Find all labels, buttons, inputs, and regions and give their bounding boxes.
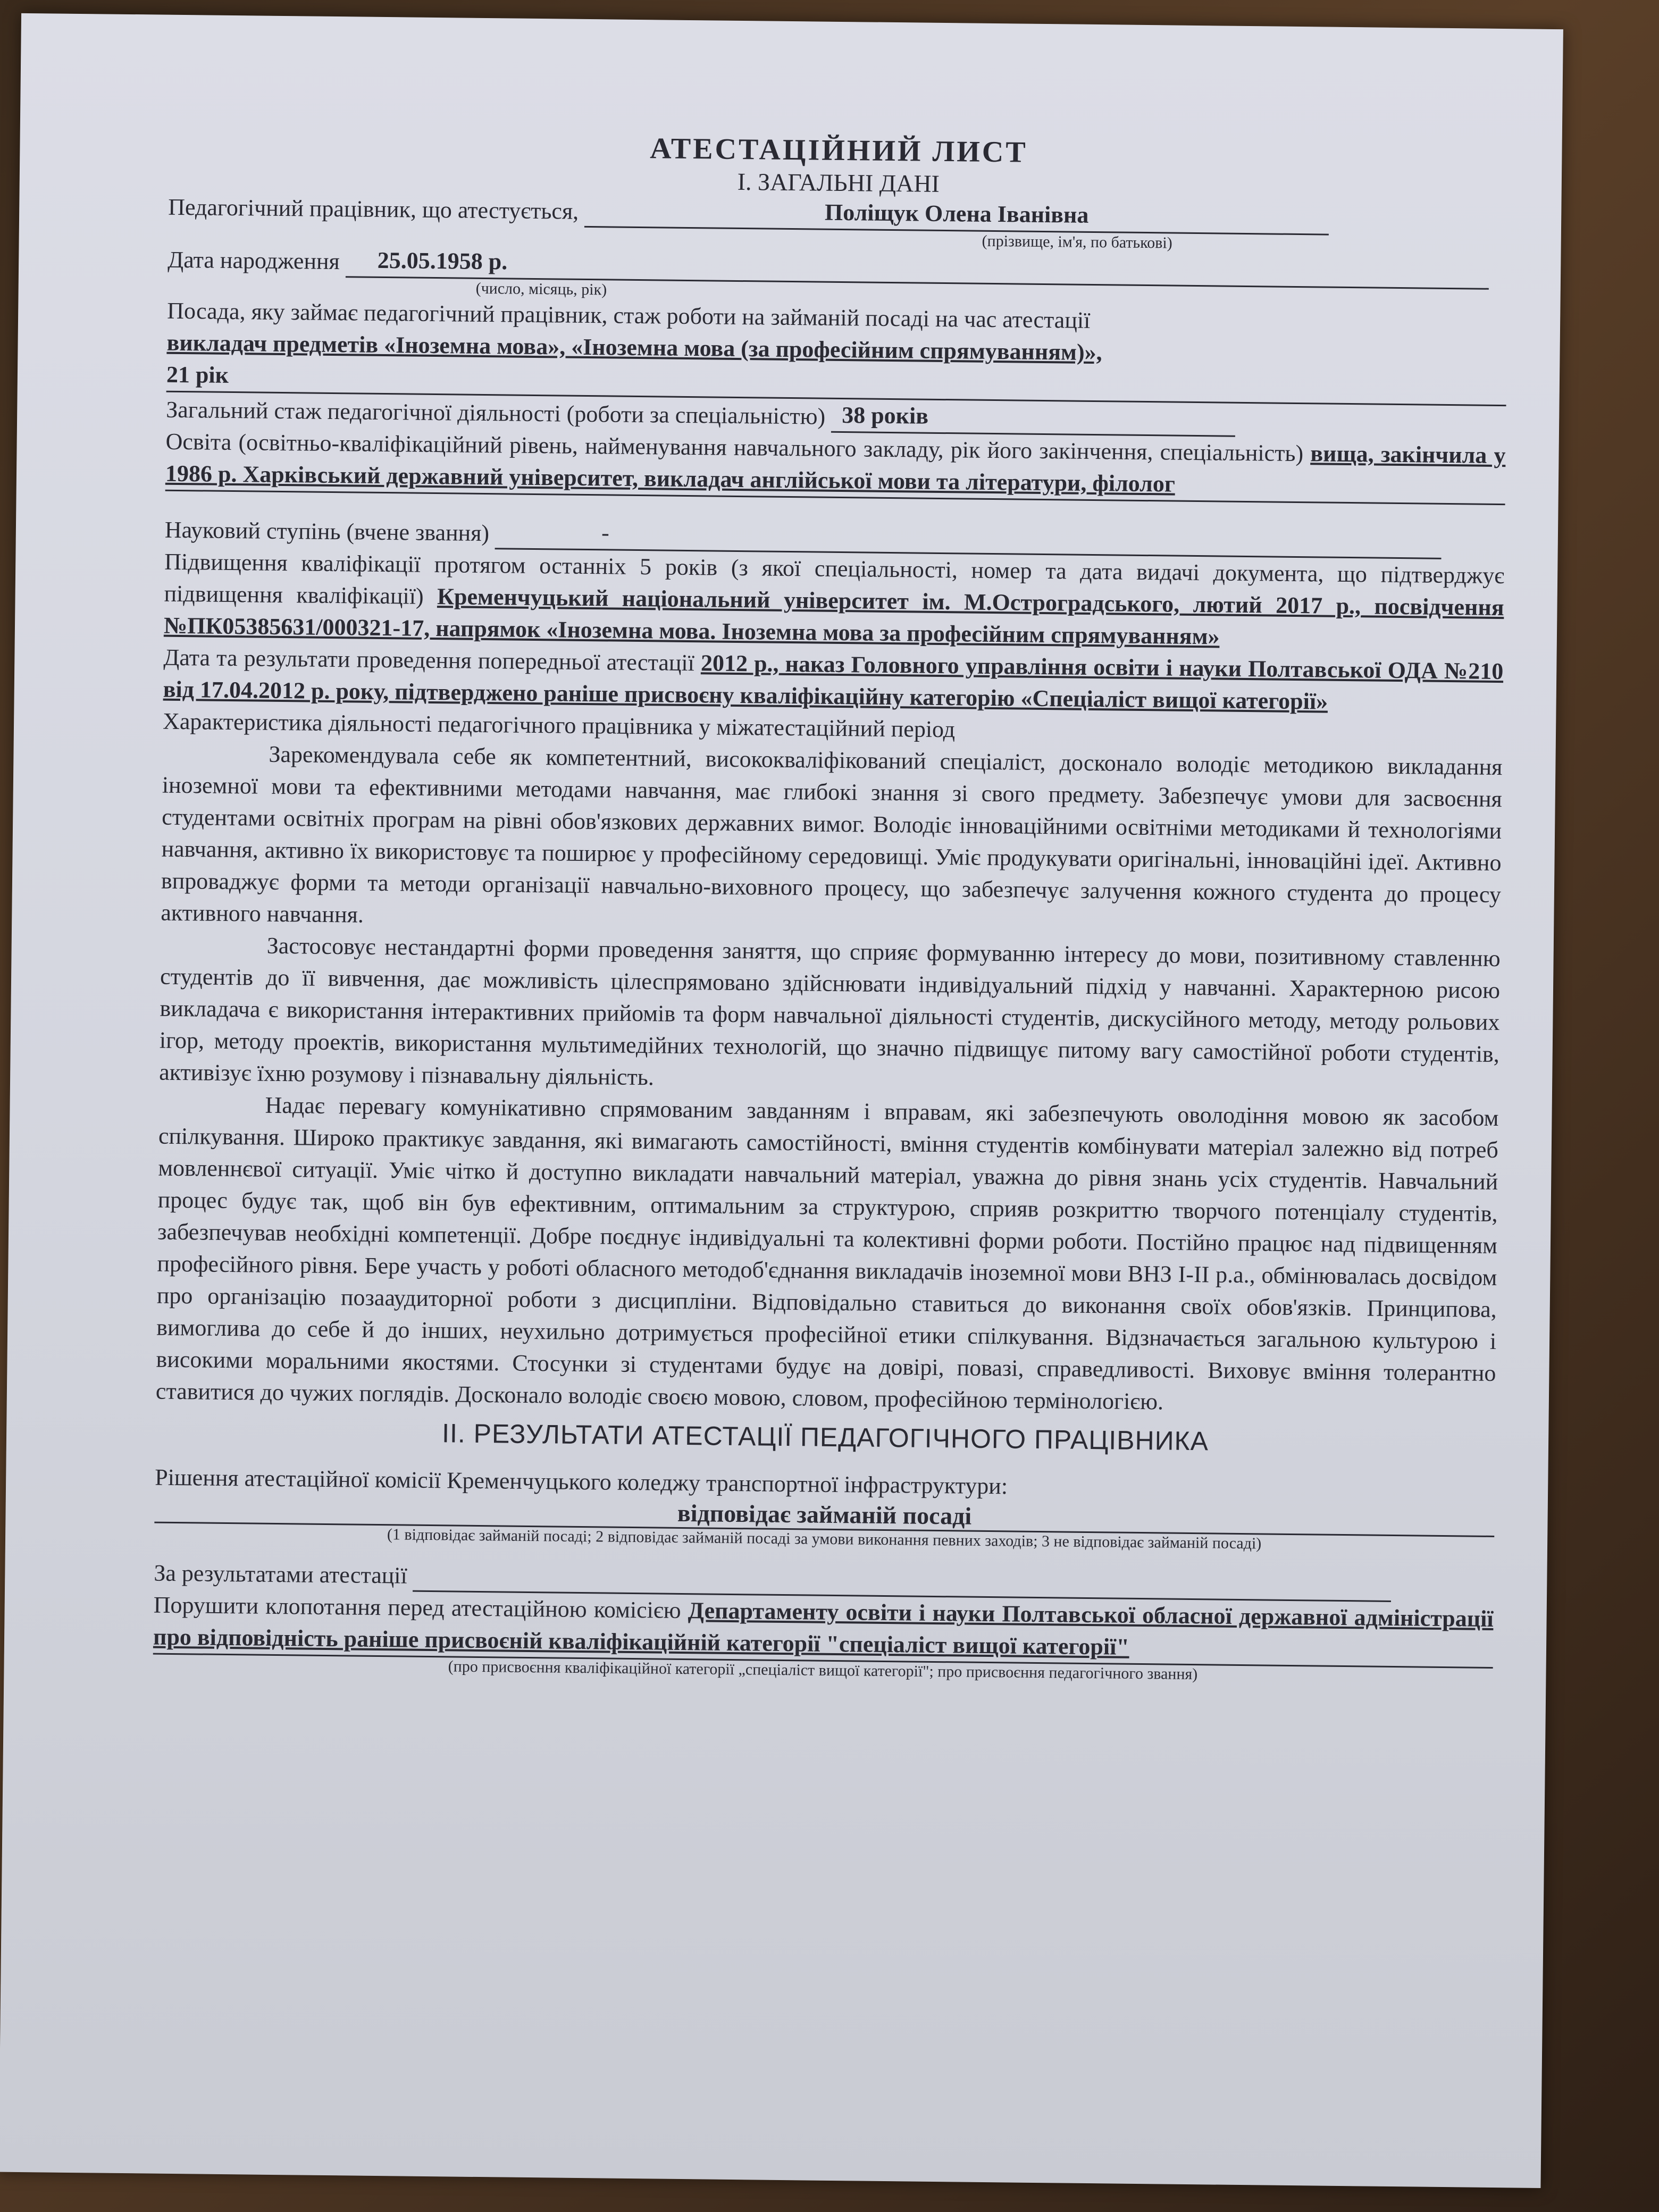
position-value: викладач предметів «Іноземна мова», «Іноземна мова (за професійним спрямуванням)», xyxy=(166,329,1102,366)
worker-hint: (прізвище, ім'я, по батькові) xyxy=(982,232,1172,252)
birth-label: Дата народження xyxy=(167,246,340,275)
document-title: АТЕСТАЦІЙНИЙ ЛИСТ xyxy=(649,132,1028,169)
characteristic-paragraph-1: Зарекомендувала себе як компетентний, висококваліфікований спеціаліст, досконало володіє методикою викладання іноземної мови та ефективними методами навчання, має глибокі знання зі свого предмету. Забезпечує умови для засвоєння студентами освітніх програм на рівні обов'язкових державних вимог. Володіє інноваційними освітніми методиками й технологіями навчання, активно їх використовує та поширює у професійному середовищі. Уміє продукувати оригінальні, інноваційні ідеї. Активно впроваджує форми та методи організації навчально-виховного процесу, що забезпечує залучення кожного студента до процесу активного навчання. xyxy=(161,741,1503,928)
experience-field xyxy=(831,399,1236,437)
birth-hint: (число, місяць, рік) xyxy=(475,279,607,299)
birth-value: 25.05.1958 р. xyxy=(377,247,508,275)
degree-label: Науковий ступінь (вчене звання) xyxy=(164,516,490,547)
petition-label: Порушити клопотання перед атестаційною комісією xyxy=(153,1591,681,1623)
characteristic-paragraph-3: Надає перевагу комунікативно спрямованим завданням і вправам, які забезпечують оволодіння мовою як засобом спілкування. Широко практикує завдання, які вимагають самостійності, вміння студентів комбінувати матеріал залежно від потреб мовленнєвої ситуації. Уміє чітко й доступно викладати навчальний матеріал, уважна до рівня знань усіх студентів. Навчальний процес будує так, щоб він був ефективним, оптимальним за структурою, сприяв розкриттю творчого потенціалу студентів, забезпечував необхідні компетенції. Добре поєднує індивідуальні та колективні форми роботи. Постійно працює над підвищенням професійного рівня. Бере участь у роботі обласного методоб'єднання викладачів іноземної мови ВНЗ І-ІІ р.а., обмінювалась досвідом про організацію позааудиторної роботи з дисципліни. Відповідально ставиться до виконання своїх обов'язків. Принципова, вимоглива до себе й до інших, неухильно дотримується професійної етики спілкування. Відзначається загальною культурою і високими моральними якостями. Стосунки зі студентами будує на довірі, повазі, справедливості. Виховує вміння толерантно ставитися до чужих поглядів. Досконало володіє своєю мовою, словом, професійною термінологією. xyxy=(155,1092,1499,1415)
previous-label: Дата та результати проведення попередньої атестації xyxy=(163,644,695,676)
worker-label: Педагогічний працівник, що атестується, xyxy=(168,194,579,224)
section-1-heading: І. ЗАГАЛЬНІ ДАНІ xyxy=(737,167,940,197)
decision-label: Рішення атестаційної комісії Кременчуцького коледжу транспортної інфраструктури: xyxy=(155,1464,1008,1499)
education-value: вища, закінчила у 1986 р. Харківський державний університет, викладач англійської мови та літератури, філолог xyxy=(165,440,1506,497)
results-label: За результатами атестації xyxy=(154,1560,408,1589)
worker-value: Поліщук Олена Іванівна xyxy=(824,199,1089,228)
qualification-value: Кременчуцький національний університет ім. М.Остроградського, лютий 2017 р., посвідчення №ПК05385631/000321-17, напрямок «Іноземна мова. Іноземна мова за професійним спрямуванням» xyxy=(163,583,1504,650)
section-2-heading: ІІ. РЕЗУЛЬТАТИ АТЕСТАЦІЇ ПЕДАГОГІЧНОГО ПРАЦІВНИКА xyxy=(441,1418,1209,1456)
document-body xyxy=(153,127,1509,1687)
qualification-row xyxy=(164,546,1505,656)
previous-value: 2012 р., наказ Головного управління освіти і науки Полтавської ОДА №210 від 17.04.2012 р. року, підтверджено раніше присвоєну кваліфікаційну категорію «Спеціаліст вищої категорії» xyxy=(163,650,1504,715)
education-label: Освіта (освітньо-кваліфікаційний рівень, найменування навчального закладу, рік його закінчення, спеціальність) xyxy=(165,428,1304,467)
characteristic-paragraph-2: Застосовує нестандартні форми проведення заняття, що сприяє формуванню інтересу до мови, позитивному ставленню студентів до її вивчення, дає можливість цілеспрямовано здійснювати індивідуальний підхід у навчанні. Характерною рисою викладача є використання інтерактивних прийомів та форм навчальної діяльності студентів, дискусійного методу, методу рольових ігор, методу проектів, використання мультимедійних технологій, що значно підвищує питому вагу самостійної роботи студентів, активізує їхню розумову і пізнавальну діяльність. xyxy=(158,932,1501,1091)
petition-value: Департаменту освіти і науки Полтавської обласної державної адміністрації про відповідність раніше присвоєній кваліфікаційній категорії "спеціаліст вищої категорії" xyxy=(153,1597,1494,1660)
position-label: Посада, яку займає педагогічний працівник, стаж роботи на займаній посаді на час атестації xyxy=(166,297,1091,333)
decision-value: відповідає займаній посаді xyxy=(154,1494,1494,1537)
characteristic-label: Характеристика діяльності педагогічного працівника у міжатестаційний період xyxy=(162,708,956,743)
petition-hint: (про присвоєння кваліфікаційної категорії „спеціаліст вищої категорії"; про присвоєння педагогічного звання) xyxy=(448,1657,1198,1683)
experience-value: 38 років xyxy=(841,402,929,429)
decision-hint: (1 відповідає займаній посаді; 2 відповідає займаній посаді за умови виконання певних заходів; 3 не відповідає займаній посаді) xyxy=(387,1526,1262,1553)
document-sheet xyxy=(0,13,1563,2188)
qualification-label: Підвищення кваліфікації протягом останніх 5 років (з якої спеціальності, номер та дата видачі документа, що підтверджує підвищення кваліфікації) xyxy=(164,548,1505,609)
degree-value: - xyxy=(601,520,610,546)
experience-label: Загальний стаж педагогічної діяльності (роботи за спеціальністю) xyxy=(166,396,826,430)
position-years: 21 рік xyxy=(166,361,229,388)
